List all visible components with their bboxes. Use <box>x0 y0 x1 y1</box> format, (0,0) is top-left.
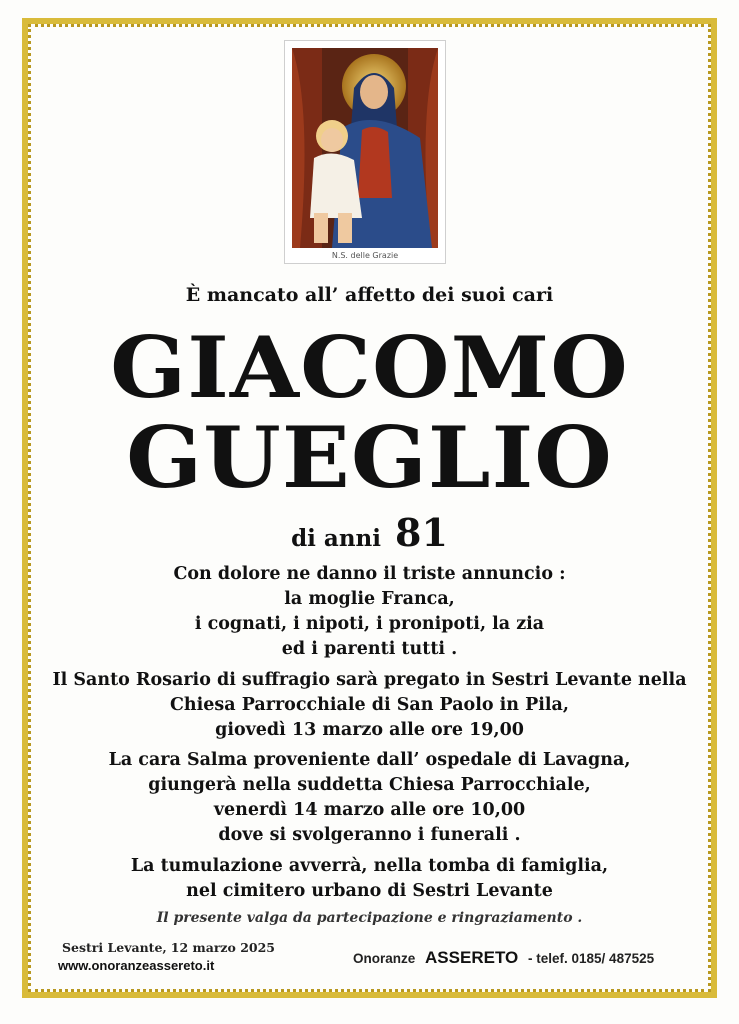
age-value: 81 <box>395 510 448 555</box>
funeral-line: giungerà nella suddetta Chiesa Parrocchiale, <box>148 775 591 795</box>
madonna-image <box>284 40 446 264</box>
announce-line: la moglie Franca, <box>284 589 455 609</box>
rosary-line: giovedì 13 marzo alle ore 19,00 <box>215 720 524 740</box>
intro-text: È mancato all’ affetto dei suoi cari <box>185 284 554 306</box>
burial-line: La tumulazione avverrà, nella tomba di famiglia, <box>130 856 609 876</box>
footer-date: 12 marzo 2025 <box>170 940 275 955</box>
rosary-line: Il Santo Rosario di suffragio sarà pregato in Sestri Levante nella <box>52 670 687 690</box>
image-caption: N.S. delle Grazie <box>331 251 399 260</box>
funeral-line: venerdì 14 marzo alle ore 10,00 <box>213 800 526 820</box>
closing-text: Il presente valga da partecipazione e ringraziamento . <box>156 910 583 926</box>
footer-website[interactable]: www.onoranzeassereto.it <box>58 958 215 973</box>
announce-line: Con dolore ne danno il triste annuncio : <box>173 564 566 584</box>
deceased-last-name: GUEGLIO <box>126 408 613 507</box>
agency-name: ASSERETO <box>425 948 519 967</box>
footer-date-line <box>58 940 275 955</box>
footer-agency <box>353 948 654 968</box>
madonna-painting <box>292 48 438 248</box>
announce-line: i cognati, i nipoti, i pronipoti, la zia <box>194 614 545 634</box>
footer-place: Sestri Levante, <box>62 940 167 955</box>
agency-phone: - telef. 0185/ 487525 <box>528 951 655 966</box>
agency-prefix: Onoranze <box>353 951 416 966</box>
burial-line: nel cimitero urbano di Sestri Levante <box>186 881 553 901</box>
rosary-line: Chiesa Parrocchiale di San Paolo in Pila, <box>170 695 569 715</box>
age-label: di anni <box>291 525 382 552</box>
deceased-first-name: GIACOMO <box>110 318 629 417</box>
age-line <box>0 510 739 555</box>
funeral-line: dove si svolgeranno i funerali . <box>218 825 521 845</box>
announce-line: ed i parenti tutti . <box>281 639 458 659</box>
funeral-line: La cara Salma proveniente dall’ ospedale di Lavagna, <box>108 750 631 770</box>
